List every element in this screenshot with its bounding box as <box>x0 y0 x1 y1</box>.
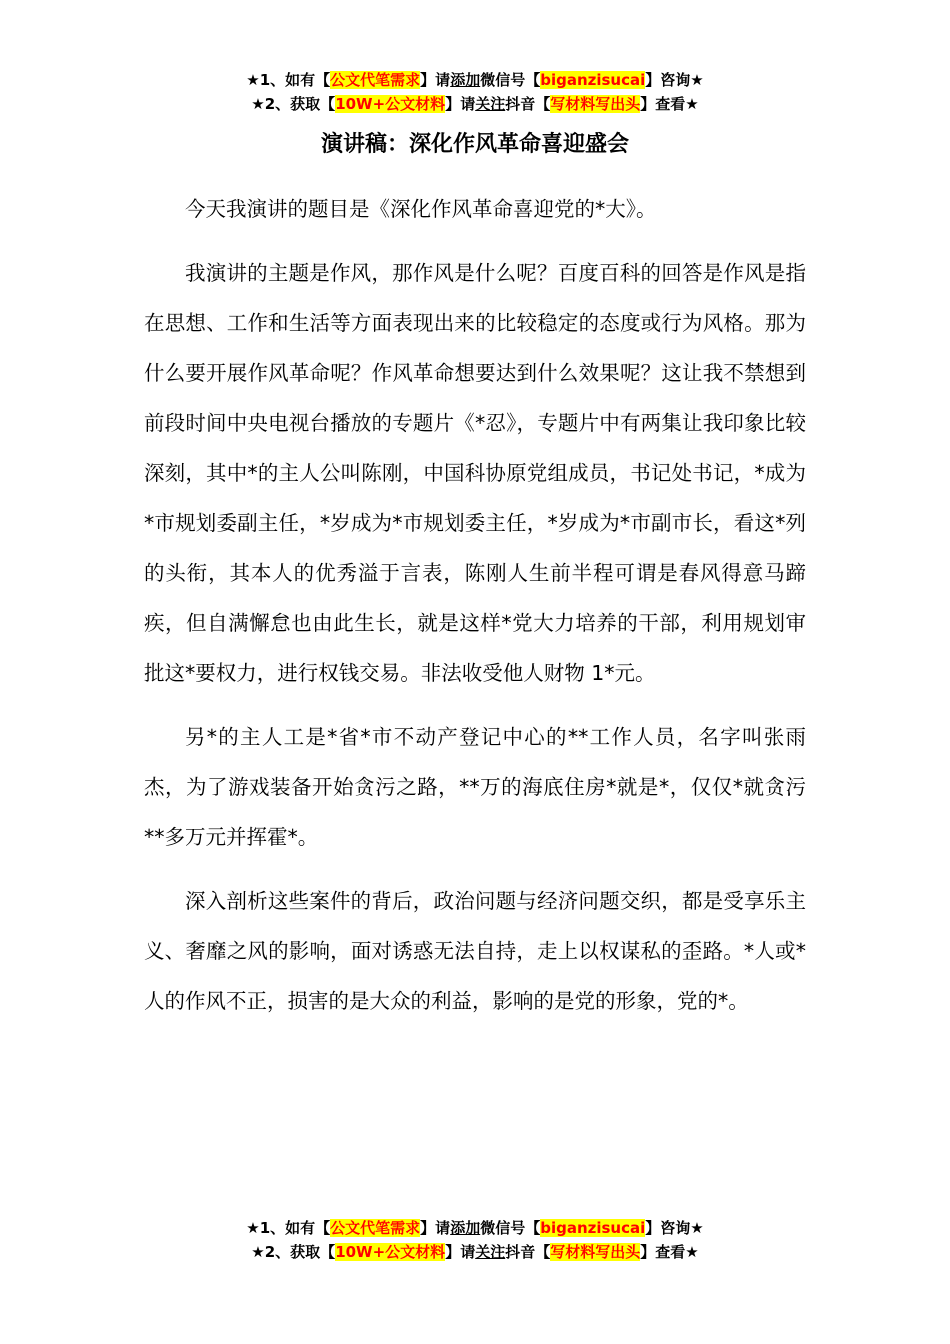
banner-text: 抖音【 <box>505 1243 551 1261</box>
paragraph-2: 我演讲的主题是作风，那作风是什么呢？百度百科的回答是作风是指在思想、工作和生活等方面表现出来的比较稳定的态度或行为风格。那为什么要开展作风革命呢？作风革命想要达到什么效果呢？这让我不禁想到前段时间中央电视台播放的专题片《*忍》，专题片中有两集让我印象比较深刻，其中*的主人公叫陈刚，中国科协原党组成员，书记处书记，*成为*市规划委副主任，*岁成为*市规划委主任，*岁成为*市副市长，看这*列的头衔，其本人的优秀溢于言表，陈刚人生前半程可谓是春风得意马蹄疾，但自满懈怠也由此生长，就是这样*党大力培养的干部，利用规划审批这*要权力，进行权钱交易。非法收受他人财物 1*元。 <box>144 261 806 685</box>
banner-text: 】咨询★ <box>645 71 704 89</box>
banner-underline: 关注 <box>475 95 506 113</box>
banner-text: 微信号【 <box>480 71 541 89</box>
banner-underline: 添加 <box>450 71 481 89</box>
banner-text: 】请 <box>445 95 476 113</box>
banner-highlight: 10W+公文材料 <box>335 1243 446 1261</box>
header-banner <box>0 68 950 116</box>
banner-line-1 <box>0 1216 950 1240</box>
banner-underline: 关注 <box>475 1243 506 1261</box>
banner-line-2 <box>0 92 950 116</box>
banner-text: ★1、如有【 <box>246 1219 331 1237</box>
banner-text: ★2、获取【 <box>251 95 336 113</box>
banner-highlight: 公文代笔需求 <box>330 1219 421 1237</box>
banner-text: 微信号【 <box>480 1219 541 1237</box>
banner-text: 】请 <box>420 71 451 89</box>
banner-text: 】请 <box>420 1219 451 1237</box>
banner-text: 】咨询★ <box>645 1219 704 1237</box>
banner-text: 】请 <box>445 1243 476 1261</box>
banner-text: 抖音【 <box>505 95 551 113</box>
banner-highlight-douyin: 写材料写出头 <box>550 1243 641 1261</box>
footer-banner <box>0 1216 950 1264</box>
banner-highlight-douyin: 写材料写出头 <box>550 95 641 113</box>
banner-line-2 <box>0 1240 950 1264</box>
banner-text: 】查看★ <box>640 1243 699 1261</box>
banner-underline: 添加 <box>450 1219 481 1237</box>
document-body <box>144 184 806 1040</box>
paragraph-4: 深入剖析这些案件的背后，政治问题与经济问题交织，都是受享乐主义、奢靡之风的影响，面对诱惑无法自持，走上以权谋私的歪路。*人或*人的作风不正，损害的是大众的利益，影响的是党的形象，党的*。 <box>144 889 806 1013</box>
banner-highlight-wechat: biganzisucai <box>540 1219 646 1237</box>
banner-text: 】查看★ <box>640 95 699 113</box>
banner-line-1 <box>0 68 950 92</box>
paragraph-3: 另*的主人工是*省*市不动产登记中心的**工作人员，名字叫张雨杰，为了游戏装备开始贪污之路，**万的海底住房*就是*，仅仅*就贪污**多万元并挥霍*。 <box>144 725 806 849</box>
paragraph-1: 今天我演讲的题目是《深化作风革命喜迎党的*大》。 <box>185 197 657 221</box>
banner-text: ★2、获取【 <box>251 1243 336 1261</box>
banner-highlight-wechat: biganzisucai <box>540 71 646 89</box>
banner-highlight: 10W+公文材料 <box>335 95 446 113</box>
banner-highlight: 公文代笔需求 <box>330 71 421 89</box>
banner-text: ★1、如有【 <box>246 71 331 89</box>
document-title: 演讲稿：深化作风革命喜迎盛会 <box>320 132 629 157</box>
